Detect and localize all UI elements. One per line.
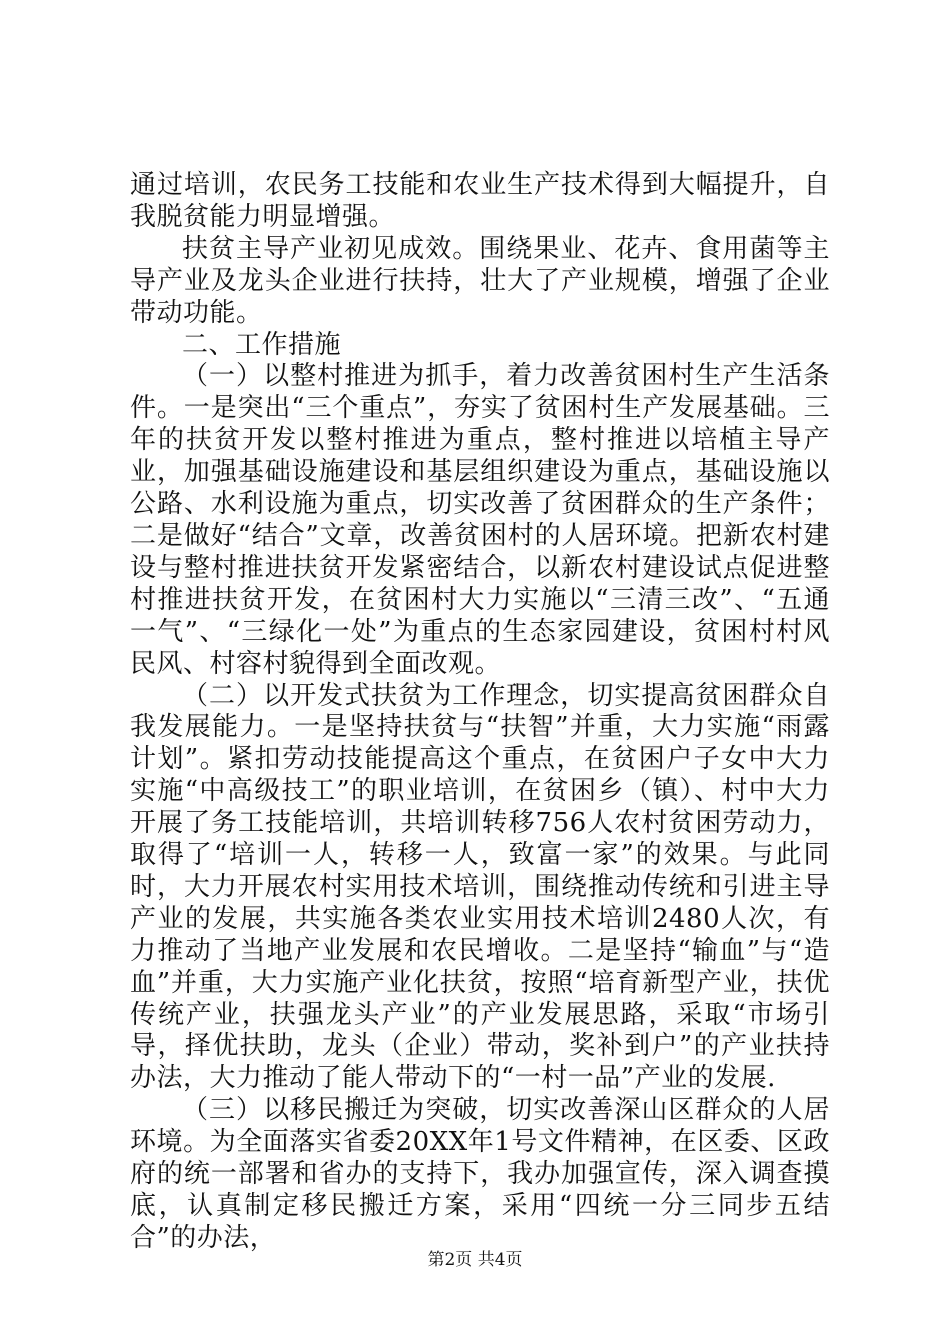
document-body <box>130 170 830 1255</box>
paragraph: 通过培训，农民务工技能和农业生产技术得到大幅提升，自我脱贫能力明显增强。 <box>130 170 830 232</box>
page-footer: 第2页 共4页 <box>427 1250 523 1270</box>
paragraph: （二）以开发式扶贫为工作理念，切实提高贫困群众自我发展能力。一是坚持扶贫与“扶智”并重，大力实施“雨露计划”。紧扣劳动技能提高这个重点，在贫困户子女中大力实施“中高级技工”的职业培训，在贫困乡（镇）、村中大力开展了务工技能培训，共培训转移756人农村贫困劳动力，取得了“培训一人，转移一人，致富一家”的效果。与此同时，大力开展农村实用技术培训，围绕推动传统和引进主导产业的发展，共实施各类农业实用技术培训2480人次，有力推动了当地产业发展和农民增收。二是坚持“输血”与“造血”并重，大力实施产业化扶贫，按照“培育新型产业，扶优传统产业，扶强龙头产业”的产业发展思路，采取“市场引导，择优扶助，龙头（企业）带动，奖补到户”的产业扶持办法，大力推动了能人带动下的“一村一品”产业的发展. <box>130 680 830 1094</box>
paragraph: （一）以整村推进为抓手，着力改善贫困村生产生活条件。一是突出“三个重点”，夯实了贫困村生产发展基础。三年的扶贫开发以整村推进为重点，整村推进以培植主导产业，加强基础设施建设和基层组织建设为重点，基础设施以公路、水利设施为重点，切实改善了贫困群众的生产条件；二是做好“结合”文章，改善贫困村的人居环境。把新农村建设与整村推进扶贫开发紧密结合，以新农村建设试点促进整村推进扶贫开发，在贫困村大力实施以“三清三改”、“五通一气”、“三绿化一处”为重点的生态家园建设，贫困村村风民风、村容村貌得到全面改观。 <box>130 361 830 679</box>
section-heading: 二、工作措施 <box>182 329 342 360</box>
paragraph: （三）以移民搬迁为突破，切实改善深山区群众的人居环境。为全面落实省委20XX年1号文件精神，在区委、区政府的统一部署和省办的支持下，我办加强宣传，深入调查摸底，认真制定移民搬迁方案，采用“四统一分三同步五结合”的办法， <box>130 1095 830 1253</box>
paragraph: 扶贫主导产业初见成效。围绕果业、花卉、食用菌等主导产业及龙头企业进行扶持，壮大了产业规模，增强了企业带动功能。 <box>130 233 830 328</box>
